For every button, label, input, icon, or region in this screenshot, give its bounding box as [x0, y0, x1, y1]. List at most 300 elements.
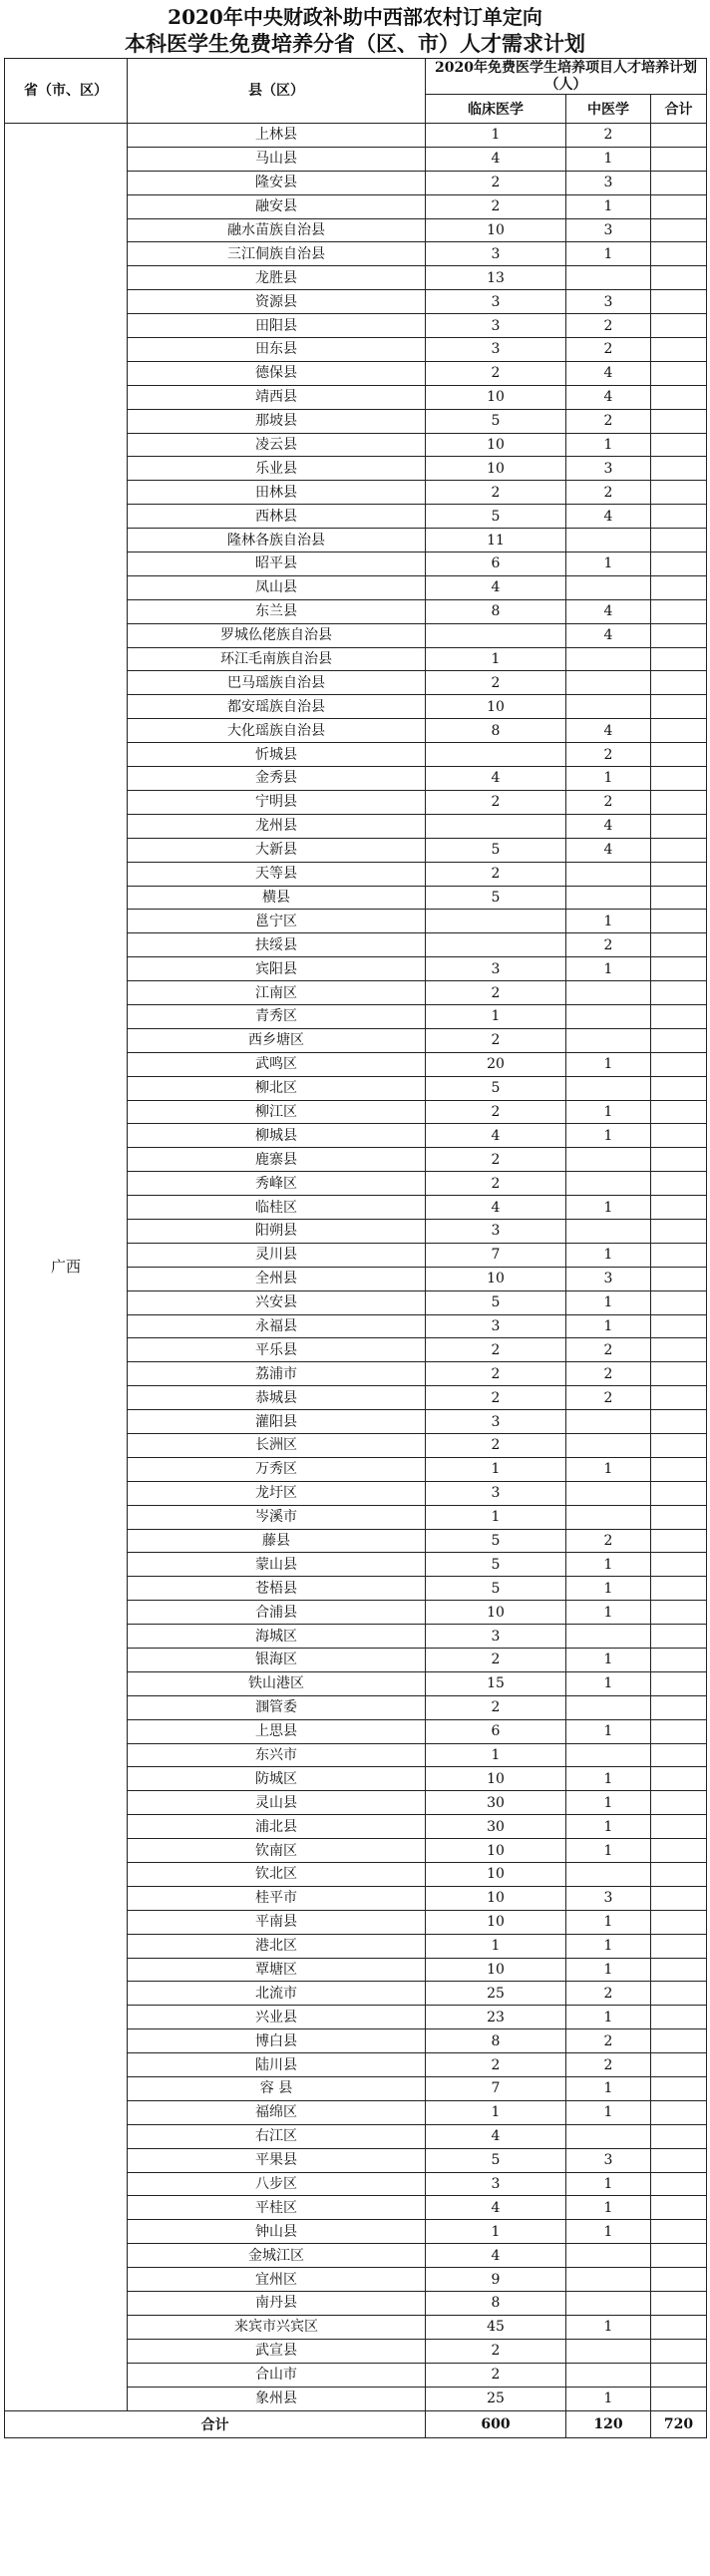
- county-cell: 平桂区: [128, 2196, 426, 2220]
- clinical-cell: 10: [426, 218, 566, 242]
- tcm-cell: 3: [566, 171, 651, 194]
- county-cell: 青秀区: [128, 1004, 426, 1028]
- clinical-cell: 7: [426, 2077, 566, 2101]
- tcm-cell: [566, 1863, 651, 1887]
- county-cell: 柳江区: [128, 1100, 426, 1124]
- tcm-cell: [566, 1076, 651, 1100]
- total-cell: [651, 171, 707, 194]
- clinical-cell: 1: [426, 1004, 566, 1028]
- tcm-cell: 3: [566, 290, 651, 314]
- clinical-cell: 8: [426, 2029, 566, 2053]
- total-cell: [651, 1553, 707, 1577]
- tcm-cell: 1: [566, 194, 651, 218]
- county-cell: 龙圩区: [128, 1481, 426, 1505]
- total-cell: [651, 1243, 707, 1267]
- tcm-cell: 1: [566, 1958, 651, 1982]
- tcm-cell: 1: [566, 1290, 651, 1314]
- clinical-cell: 25: [426, 2387, 566, 2410]
- county-cell: 宾阳县: [128, 957, 426, 981]
- total-cell: [651, 2124, 707, 2148]
- county-cell: 武鸣区: [128, 1052, 426, 1076]
- county-cell: 秀峰区: [128, 1172, 426, 1196]
- county-cell: 南丹县: [128, 2292, 426, 2316]
- clinical-cell: [426, 814, 566, 838]
- clinical-cell: 5: [426, 886, 566, 910]
- clinical-cell: 4: [426, 147, 566, 171]
- total-cell: [651, 2387, 707, 2410]
- county-cell: 都安瑶族自治县: [128, 695, 426, 719]
- county-cell: 覃塘区: [128, 1958, 426, 1982]
- total-cell: [651, 695, 707, 719]
- county-cell: 灌阳县: [128, 1410, 426, 1434]
- county-cell: 乐业县: [128, 457, 426, 481]
- clinical-cell: 10: [426, 1767, 566, 1791]
- clinical-cell: 10: [426, 433, 566, 457]
- total-cell: [651, 338, 707, 362]
- clinical-cell: 3: [426, 290, 566, 314]
- total-cell: [651, 1649, 707, 1672]
- tcm-cell: 2: [566, 1362, 651, 1386]
- clinical-cell: 2: [426, 2363, 566, 2387]
- tcm-cell: 1: [566, 1577, 651, 1601]
- clinical-cell: 2: [426, 790, 566, 814]
- tcm-cell: [566, 2339, 651, 2363]
- county-cell: 钦北区: [128, 1863, 426, 1887]
- total-cell: [651, 814, 707, 838]
- total-cell: [651, 2292, 707, 2316]
- clinical-cell: 3: [426, 1410, 566, 1434]
- tcm-cell: 2: [566, 1338, 651, 1362]
- total-tcm: 120: [566, 2410, 651, 2437]
- total-cell: [651, 218, 707, 242]
- tcm-cell: [566, 1433, 651, 1457]
- total-cell: [651, 1410, 707, 1434]
- clinical-cell: 2: [426, 1172, 566, 1196]
- clinical-cell: [426, 743, 566, 767]
- clinical-cell: 10: [426, 457, 566, 481]
- tcm-cell: 1: [566, 2220, 651, 2244]
- tcm-cell: 2: [566, 338, 651, 362]
- county-cell: 忻城县: [128, 743, 426, 767]
- tcm-cell: 1: [566, 957, 651, 981]
- tcm-cell: 3: [566, 1886, 651, 1910]
- tcm-cell: 2: [566, 2029, 651, 2053]
- county-cell: 大新县: [128, 838, 426, 862]
- clinical-cell: 1: [426, 1743, 566, 1767]
- clinical-cell: 30: [426, 1791, 566, 1815]
- county-cell: 恭城县: [128, 1386, 426, 1410]
- tcm-cell: 3: [566, 218, 651, 242]
- tcm-cell: [566, 2292, 651, 2316]
- county-cell: 平南县: [128, 1910, 426, 1934]
- tcm-cell: 1: [566, 147, 651, 171]
- clinical-cell: [426, 933, 566, 957]
- county-cell: 环江毛南族自治县: [128, 647, 426, 671]
- tcm-cell: [566, 529, 651, 552]
- total-cell: [651, 2077, 707, 2101]
- tcm-cell: [566, 575, 651, 599]
- county-cell: 藤县: [128, 1529, 426, 1553]
- county-cell: 田林县: [128, 481, 426, 505]
- total-cell: [651, 1052, 707, 1076]
- county-cell: 涠管委: [128, 1695, 426, 1719]
- county-cell: 西林县: [128, 505, 426, 529]
- tcm-cell: 1: [566, 1553, 651, 1577]
- clinical-cell: 2: [426, 981, 566, 1005]
- header-tcm: 中医学: [566, 95, 651, 124]
- total-cell: [651, 1362, 707, 1386]
- county-cell: 兴安县: [128, 1290, 426, 1314]
- clinical-cell: 8: [426, 599, 566, 623]
- tcm-cell: 1: [566, 1100, 651, 1124]
- tcm-cell: 2: [566, 1386, 651, 1410]
- document-title-line1: 2020年中央财政补助中西部农村订单定向: [168, 5, 542, 29]
- tcm-cell: 1: [566, 1601, 651, 1625]
- total-cell: [651, 409, 707, 433]
- county-cell: 田阳县: [128, 314, 426, 338]
- county-cell: 三江侗族自治县: [128, 242, 426, 266]
- county-cell: 兴业县: [128, 2006, 426, 2029]
- county-cell: 银海区: [128, 1649, 426, 1672]
- tcm-cell: 1: [566, 1649, 651, 1672]
- clinical-cell: 1: [426, 2220, 566, 2244]
- total-cell: [651, 910, 707, 933]
- tcm-cell: 4: [566, 623, 651, 647]
- total-cell: [651, 2006, 707, 2029]
- county-cell: 浦北县: [128, 1815, 426, 1839]
- county-cell: 北流市: [128, 1982, 426, 2006]
- county-cell: 东兴市: [128, 1743, 426, 1767]
- total-cell: [651, 1196, 707, 1220]
- clinical-cell: 10: [426, 1863, 566, 1887]
- county-cell: 天等县: [128, 862, 426, 886]
- county-cell: 防城区: [128, 1767, 426, 1791]
- clinical-cell: 2: [426, 194, 566, 218]
- clinical-cell: 2: [426, 481, 566, 505]
- header-plan: 2020年免费医学生培养项目人才培养计划（人）: [426, 59, 707, 95]
- tcm-cell: [566, 1148, 651, 1172]
- total-cell: [651, 433, 707, 457]
- clinical-cell: 2: [426, 1338, 566, 1362]
- county-cell: 福绵区: [128, 2100, 426, 2124]
- tcm-cell: 1: [566, 910, 651, 933]
- clinical-cell: 3: [426, 1481, 566, 1505]
- county-cell: 海城区: [128, 1625, 426, 1649]
- county-cell: 马山县: [128, 147, 426, 171]
- county-cell: 平乐县: [128, 1338, 426, 1362]
- total-cell: [651, 790, 707, 814]
- total-cell: [651, 1290, 707, 1314]
- tcm-cell: [566, 2124, 651, 2148]
- clinical-cell: 1: [426, 1934, 566, 1958]
- county-cell: 田东县: [128, 338, 426, 362]
- total-cell: [651, 1219, 707, 1243]
- county-cell: 宁明县: [128, 790, 426, 814]
- county-cell: 隆安县: [128, 171, 426, 194]
- total-cell: [651, 385, 707, 409]
- county-cell: 永福县: [128, 1314, 426, 1338]
- tcm-cell: 2: [566, 409, 651, 433]
- county-cell: 合浦县: [128, 1601, 426, 1625]
- clinical-cell: 2: [426, 1695, 566, 1719]
- tcm-cell: 1: [566, 2172, 651, 2196]
- total-cell: [651, 1433, 707, 1457]
- tcm-cell: 1: [566, 767, 651, 791]
- total-row: [5, 2410, 707, 2437]
- tcm-cell: 1: [566, 1457, 651, 1481]
- county-cell: 隆林各族自治县: [128, 529, 426, 552]
- total-cell: [651, 2363, 707, 2387]
- clinical-cell: 30: [426, 1815, 566, 1839]
- clinical-cell: 5: [426, 1577, 566, 1601]
- total-cell: [651, 242, 707, 266]
- clinical-cell: 5: [426, 2148, 566, 2172]
- clinical-cell: 4: [426, 575, 566, 599]
- total-cell: [651, 838, 707, 862]
- tcm-cell: [566, 1004, 651, 1028]
- total-cell: [651, 1148, 707, 1172]
- tcm-cell: 2: [566, 790, 651, 814]
- clinical-cell: 4: [426, 2124, 566, 2148]
- tcm-cell: 4: [566, 838, 651, 862]
- clinical-cell: 10: [426, 385, 566, 409]
- tcm-cell: 2: [566, 933, 651, 957]
- clinical-cell: 5: [426, 838, 566, 862]
- clinical-cell: 2: [426, 1028, 566, 1052]
- clinical-cell: [426, 910, 566, 933]
- table-row: [5, 124, 707, 148]
- clinical-cell: 5: [426, 409, 566, 433]
- total-cell: [651, 505, 707, 529]
- tcm-cell: 2: [566, 1529, 651, 1553]
- clinical-cell: 3: [426, 957, 566, 981]
- total-cell: [651, 1267, 707, 1290]
- total-cell: [651, 1100, 707, 1124]
- header-province: 省（市、区）: [5, 59, 128, 124]
- tcm-cell: 1: [566, 1934, 651, 1958]
- county-cell: 八步区: [128, 2172, 426, 2196]
- county-cell: 融安县: [128, 194, 426, 218]
- tcm-cell: 1: [566, 1124, 651, 1148]
- total-cell: [651, 2339, 707, 2363]
- tcm-cell: 2: [566, 124, 651, 148]
- tcm-cell: 1: [566, 1052, 651, 1076]
- clinical-cell: 7: [426, 1243, 566, 1267]
- tcm-cell: 4: [566, 599, 651, 623]
- clinical-cell: 4: [426, 1196, 566, 1220]
- county-cell: 武宣县: [128, 2339, 426, 2363]
- total-cell: [651, 1577, 707, 1601]
- total-all: 720: [651, 2410, 707, 2437]
- county-cell: 万秀区: [128, 1457, 426, 1481]
- total-cell: [651, 743, 707, 767]
- tcm-cell: 3: [566, 2148, 651, 2172]
- clinical-cell: 4: [426, 767, 566, 791]
- total-cell: [651, 2220, 707, 2244]
- tcm-cell: 1: [566, 1196, 651, 1220]
- tcm-cell: 1: [566, 433, 651, 457]
- total-label: 合计: [5, 2410, 426, 2437]
- clinical-cell: 3: [426, 1219, 566, 1243]
- tcm-cell: 1: [566, 1314, 651, 1338]
- total-cell: [651, 767, 707, 791]
- clinical-cell: 10: [426, 1839, 566, 1863]
- total-cell: [651, 2148, 707, 2172]
- county-cell: 上思县: [128, 1719, 426, 1743]
- tcm-cell: 1: [566, 1791, 651, 1815]
- total-cell: [651, 719, 707, 743]
- total-cell: [651, 194, 707, 218]
- county-cell: 象州县: [128, 2387, 426, 2410]
- total-cell: [651, 266, 707, 290]
- total-cell: [651, 1958, 707, 1982]
- total-cell: [651, 1695, 707, 1719]
- tcm-cell: 1: [566, 2387, 651, 2410]
- total-cell: [651, 481, 707, 505]
- tcm-cell: [566, 1219, 651, 1243]
- province-cell: 广西: [5, 124, 128, 2411]
- tcm-cell: 1: [566, 2100, 651, 2124]
- clinical-cell: 10: [426, 1267, 566, 1290]
- total-cell: [651, 1982, 707, 2006]
- county-cell: 钦南区: [128, 1839, 426, 1863]
- total-cell: [651, 1314, 707, 1338]
- clinical-cell: 6: [426, 1719, 566, 1743]
- clinical-cell: [426, 623, 566, 647]
- tcm-cell: 4: [566, 505, 651, 529]
- total-cell: [651, 623, 707, 647]
- clinical-cell: 2: [426, 1148, 566, 1172]
- clinical-cell: 1: [426, 1457, 566, 1481]
- county-cell: 金城江区: [128, 2244, 426, 2268]
- tcm-cell: 3: [566, 1267, 651, 1290]
- clinical-cell: 4: [426, 2244, 566, 2268]
- tcm-cell: 4: [566, 814, 651, 838]
- total-cell: [651, 124, 707, 148]
- clinical-cell: 9: [426, 2268, 566, 2292]
- tcm-cell: [566, 886, 651, 910]
- total-cell: [651, 1671, 707, 1695]
- tcm-cell: [566, 266, 651, 290]
- clinical-cell: 10: [426, 1910, 566, 1934]
- total-cell: [651, 1124, 707, 1148]
- total-cell: [651, 361, 707, 385]
- plan-table: [4, 58, 707, 2438]
- clinical-cell: 2: [426, 361, 566, 385]
- total-cell: [651, 1743, 707, 1767]
- clinical-cell: 25: [426, 1982, 566, 2006]
- county-cell: 全州县: [128, 1267, 426, 1290]
- clinical-cell: 10: [426, 695, 566, 719]
- county-cell: 龙胜县: [128, 266, 426, 290]
- clinical-cell: 2: [426, 171, 566, 194]
- clinical-cell: 3: [426, 1314, 566, 1338]
- tcm-cell: [566, 2244, 651, 2268]
- clinical-cell: 13: [426, 266, 566, 290]
- county-cell: 龙州县: [128, 814, 426, 838]
- county-cell: 邕宁区: [128, 910, 426, 933]
- total-cell: [651, 862, 707, 886]
- total-cell: [651, 2196, 707, 2220]
- county-cell: 来宾市兴宾区: [128, 2315, 426, 2339]
- tcm-cell: 2: [566, 1982, 651, 2006]
- county-cell: 长洲区: [128, 1433, 426, 1457]
- total-cell: [651, 1625, 707, 1649]
- clinical-cell: 2: [426, 2053, 566, 2077]
- total-cell: [651, 1719, 707, 1743]
- total-cell: [651, 2268, 707, 2292]
- total-cell: [651, 1910, 707, 1934]
- tcm-cell: [566, 695, 651, 719]
- total-cell: [651, 2172, 707, 2196]
- tcm-cell: 1: [566, 242, 651, 266]
- county-cell: 大化瑶族自治县: [128, 719, 426, 743]
- county-cell: 江南区: [128, 981, 426, 1005]
- county-cell: 港北区: [128, 1934, 426, 1958]
- county-cell: 靖西县: [128, 385, 426, 409]
- clinical-cell: 10: [426, 1601, 566, 1625]
- county-cell: 柳城县: [128, 1124, 426, 1148]
- total-cell: [651, 671, 707, 695]
- county-cell: 那坡县: [128, 409, 426, 433]
- tcm-cell: 4: [566, 719, 651, 743]
- total-cell: [651, 2100, 707, 2124]
- total-cell: [651, 1505, 707, 1529]
- tcm-cell: 1: [566, 1767, 651, 1791]
- tcm-cell: 1: [566, 2315, 651, 2339]
- clinical-cell: 4: [426, 1124, 566, 1148]
- total-cell: [651, 1601, 707, 1625]
- total-cell: [651, 529, 707, 552]
- clinical-cell: 10: [426, 1886, 566, 1910]
- total-cell: [651, 314, 707, 338]
- county-cell: 钟山县: [128, 2220, 426, 2244]
- total-cell: [651, 2244, 707, 2268]
- tcm-cell: [566, 671, 651, 695]
- total-cell: [651, 1815, 707, 1839]
- clinical-cell: 2: [426, 671, 566, 695]
- county-cell: 西乡塘区: [128, 1028, 426, 1052]
- total-cell: [651, 575, 707, 599]
- clinical-cell: 5: [426, 505, 566, 529]
- clinical-cell: 23: [426, 2006, 566, 2029]
- clinical-cell: 3: [426, 338, 566, 362]
- tcm-cell: 1: [566, 2077, 651, 2101]
- county-cell: 荔浦市: [128, 1362, 426, 1386]
- total-cell: [651, 1481, 707, 1505]
- county-cell: 苍梧县: [128, 1577, 426, 1601]
- county-cell: 蒙山县: [128, 1553, 426, 1577]
- total-cell: [651, 457, 707, 481]
- county-cell: 资源县: [128, 290, 426, 314]
- tcm-cell: 1: [566, 1910, 651, 1934]
- county-cell: 柳北区: [128, 1076, 426, 1100]
- clinical-cell: 3: [426, 2172, 566, 2196]
- clinical-cell: 8: [426, 2292, 566, 2316]
- tcm-cell: 3: [566, 457, 651, 481]
- county-cell: 合山市: [128, 2363, 426, 2387]
- county-cell: 阳朔县: [128, 1219, 426, 1243]
- clinical-cell: 6: [426, 552, 566, 576]
- county-cell: 金秀县: [128, 767, 426, 791]
- tcm-cell: [566, 1505, 651, 1529]
- total-cell: [651, 1863, 707, 1887]
- clinical-cell: 2: [426, 1649, 566, 1672]
- clinical-cell: 2: [426, 1100, 566, 1124]
- tcm-cell: [566, 1481, 651, 1505]
- clinical-cell: 11: [426, 529, 566, 552]
- tcm-cell: 4: [566, 361, 651, 385]
